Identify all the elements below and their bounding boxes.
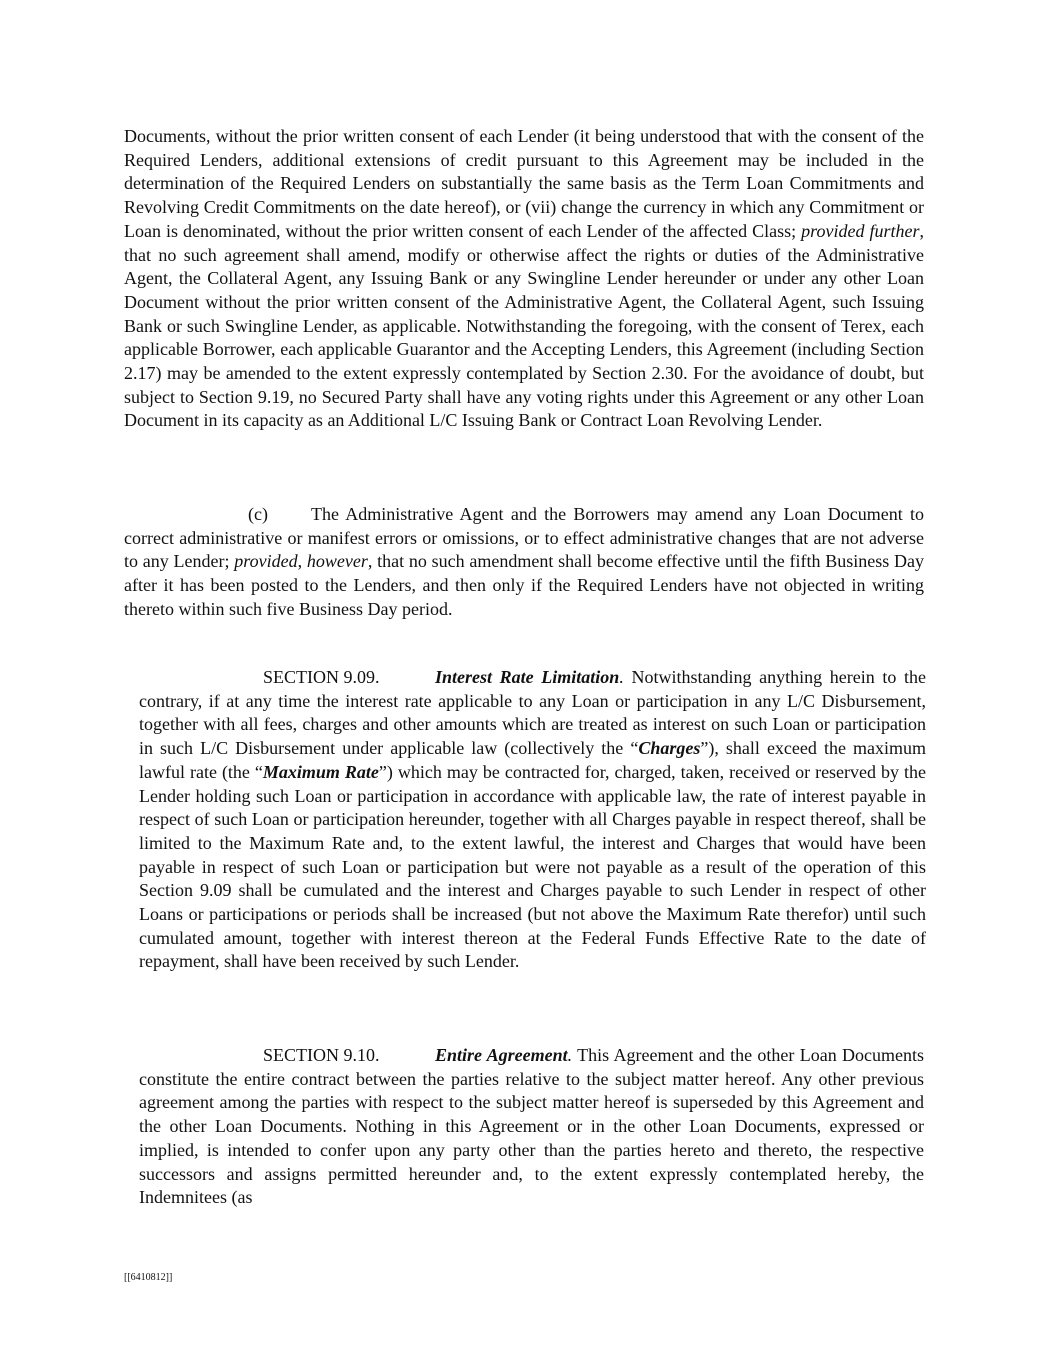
text: Documents, without the prior written consent of each Lender (it being understood that with the consent of the Required Lenders, additional extensions of credit pursuant to this Agreement may be included in the determination of the Required Lenders on substantially the same basis as the Term Loan Commitments and Revolving Credit Commitments on the date hereof), or (vii) change the currency in which any Commitment or Loan is denominated, without the prior written consent of each Lender of the affected Class; [124,126,924,241]
text: ”) which may be contracted for, charged, taken, received or reserved by the Lender holding such Loan or participation in accordance with applicable law, the rate of interest payable in respect of such Loan or participation hereunder, together with all Charges payable in respect thereof, shall be limited to the Maximum Rate and, to the extent lawful, the interest and Charges that would have been payable in respect of such Loan or participation but were not payable as a result of the operation of this Section 9.09 shall be cumulated and the interest and Charges payable to such Lender in respect of other Loans or participations or periods shall be increased (but not above the Maximum Rate therefor) until such cumulated amount, together with interest thereon at the Federal Funds Effective Rate to the date of repayment, shall have been received by such Lender. [139,761,927,972]
defined-term-charges: Charges [638,738,701,759]
italic-however: however [306,551,368,572]
text: Notwithstanding anything herein to the contrary, if at any time the interest rate applicable to any Loan or participation in any L/C Disbursement, together with all fees, charges and other amounts which are treated as interest on such Loan or participation in such L/C Disbursement under applicable law (collectively the “ [139,667,927,759]
section-9-09 [139,666,926,974]
italic-provided: provided [234,551,298,572]
paragraph-amendment-continuation [124,125,924,433]
section-title: Interest Rate Limitation [435,667,620,687]
text: , that no such agreement shall amend, modify or otherwise affect the rights or duties of the Administrative Agent, the Collateral Agent, any Issuing Bank or any Swingline Lender hereunder or under any other Loan Document without the prior written consent of the Administrative Agent, the Collateral Agent, such Issuing Bank or such Swingline Lender, as applicable. Notwithstanding the foregoing, with the consent of Terex, each applicable Borrower, each applicable Guarantor and the Accepting Lenders, this Agreement (including Section 2.17) may be amended to the extent expressly contemplated by Section 2.30. For the avoidance of doubt, but subject to Section 9.19, no Secured Party shall have any voting rights under this Agreement or any other Loan Document in its capacity as an Additional L/C Issuing Bank or Contract Loan Revolving Lender. [124,220,924,431]
section-number: SECTION 9.09. [263,667,380,687]
document-id-footer: [[6410812]] [124,1272,173,1283]
text: , that no such amendment shall become effective until the fifth Business Day after it has been posted to the Lenders, and then only if the Required Lenders have not objected in writing thereto within such five Business Day period. [124,551,924,619]
italic-proviso: provided further [801,220,920,241]
paragraph-clause-c [124,503,924,622]
title-period: . [567,1045,573,1065]
section-9-10 [139,1044,924,1210]
clause-label: (c) [248,504,268,524]
defined-term-maximum-rate: Maximum Rate [262,761,379,782]
section-title: Entire Agreement [435,1045,568,1065]
title-period: . [619,667,624,687]
text: ”), shall exceed the maximum lawful rate (the “ [139,738,926,782]
text: The Administrative Agent and the Borrowers may amend any Loan Document to correct administrative or manifest errors or omissions, or to effect administrative changes that are not adverse to any Lender; [124,504,924,572]
text: , [297,551,307,572]
text: This Agreement and the other Loan Documents constitute the entire contract between the parties relative to the subject matter hereof. Any other previous agreement among the parties with respect to the subject matter hereof is superseded by this Agreement and the other Loan Documents. Nothing in this Agreement or in the other Loan Documents, expressed or implied, is intended to confer upon any party other than the parties hereto and thereto, the respective successors and assigns permitted hereunder and, to the extent expressly contemplated hereby, the Indemnitees (as [139,1045,925,1208]
section-number: SECTION 9.10. [263,1045,380,1065]
